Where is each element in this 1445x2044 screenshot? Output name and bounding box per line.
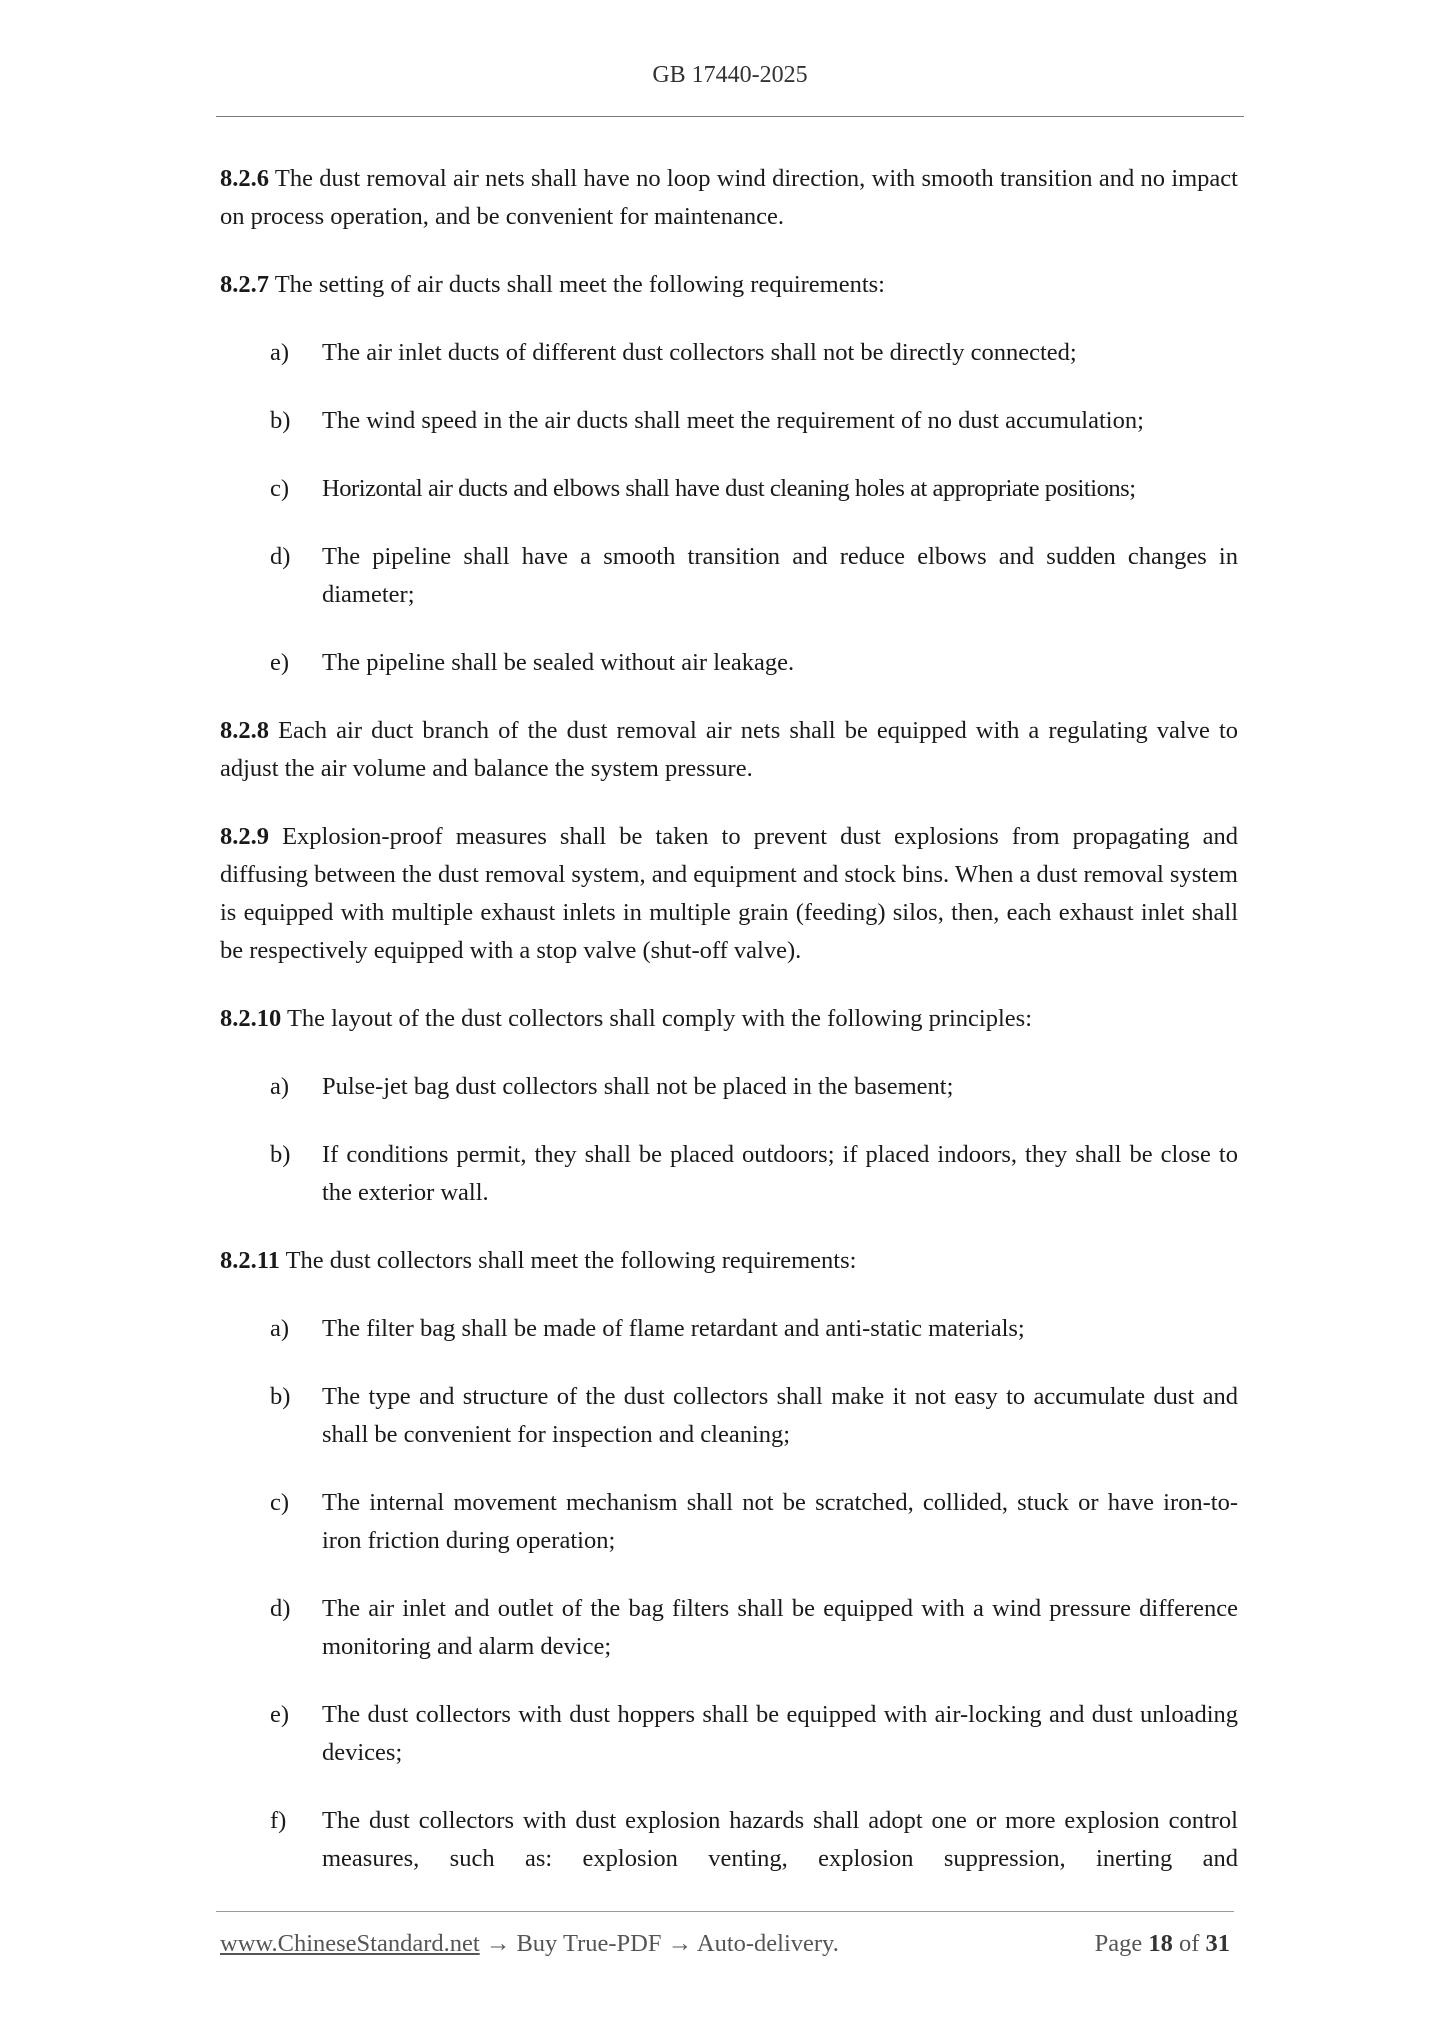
list-marker: b) [270,407,291,434]
page-header [216,62,1244,89]
clause-8-2-6 [220,160,1238,236]
list-marker: a) [270,1315,290,1342]
clause-8-2-10 [220,1000,1238,1038]
buy-pdf-link[interactable]: Buy True-PDF [516,1930,662,1957]
clause-text: The dust removal air nets shall have no loop wind direction, with smooth transition and no impact on process operation, and be convenient for maintenance. [220,165,1238,230]
list-marker: c) [270,1489,290,1516]
list-marker: a) [270,1073,290,1100]
page-total: 31 [1205,1930,1230,1957]
arrow-icon: → [667,1930,693,1957]
document-body [220,160,1238,1908]
list-item-text: The dust collectors with dust explosion hazards shall adopt one or more explosion control measures, such as: explosion venting, explosion suppression, inerting and [322,1807,1238,1872]
list-marker: d) [270,543,291,570]
clause-8-2-9 [220,818,1238,970]
list-item [220,1378,1238,1454]
list-item [220,538,1238,614]
clause-text: The setting of air ducts shall meet the following requirements: [274,271,885,298]
list-item [220,402,1238,440]
list-marker: b) [270,1141,291,1168]
list-item [220,470,1238,508]
list-marker: e) [270,649,290,676]
list-item-text: Pulse-jet bag dust collectors shall not be placed in the basement; [322,1073,954,1100]
clause-8-2-8 [220,712,1238,788]
footer-links [220,1930,839,1958]
list-marker: d) [270,1595,291,1622]
list-item [220,1484,1238,1560]
list-marker: c) [270,475,290,502]
list-marker: a) [270,339,290,366]
list-item-text: The wind speed in the air ducts shall meet the requirement of no dust accumulation; [322,407,1144,434]
list-item-text: The filter bag shall be made of flame retardant and anti-static materials; [322,1315,1025,1342]
page-footer [220,1930,1230,1958]
clause-text: Each air duct branch of the dust removal air nets shall be equipped with a regulating valve to adjust the air volume and balance the system pressure. [220,717,1238,782]
list-item-text: The type and structure of the dust collectors shall make it not easy to accumulate dust and shall be convenient for inspection and cleaning; [322,1383,1238,1448]
arrow-icon: → [485,1930,511,1957]
clause-text: The layout of the dust collectors shall comply with the following principles: [286,1005,1032,1032]
of-label: of [1178,1930,1200,1957]
list-item [220,1590,1238,1666]
list-item [220,1068,1238,1106]
list-item-text: The air inlet and outlet of the bag filters shall be equipped with a wind pressure difference monitoring and alarm device; [322,1595,1238,1660]
list-item-text: The air inlet ducts of different dust collectors shall not be directly connected; [322,339,1077,366]
list-item [220,334,1238,372]
list-item [220,1310,1238,1348]
clause-number: 8.2.9 [220,823,269,850]
list-item-text: The internal movement mechanism shall not be scratched, collided, stuck or have iron-to-iron friction during operation; [322,1489,1238,1554]
clause-number: 8.2.7 [220,271,269,298]
clause-8-2-7 [220,266,1238,304]
clause-number: 8.2.6 [220,165,269,192]
list-item-text: The dust collectors with dust hoppers shall be equipped with air-locking and dust unloading devices; [322,1701,1238,1766]
clause-text: Explosion-proof measures shall be taken to prevent dust explosions from propagating and diffusing between the dust removal system, and equipment and stock bins. When a dust removal system is equipped with multiple exhaust inlets in multiple grain (feeding) silos, then, each exhaust inlet shall be respectively equipped with a stop valve (shut-off valve). [220,823,1239,964]
site-link[interactable]: www.ChineseStandard.net [220,1930,480,1957]
clause-number: 8.2.11 [220,1247,280,1274]
list-item-text: Horizontal air ducts and elbows shall have dust cleaning holes at appropriate positions; [322,475,1136,502]
page-indicator [1095,1930,1230,1958]
list-marker: f) [270,1807,287,1834]
list-item [220,1136,1238,1212]
list-item-text: The pipeline shall be sealed without air leakage. [322,649,795,676]
clause-number: 8.2.10 [220,1005,282,1032]
header-divider [216,116,1244,117]
auto-delivery-text: Auto-delivery. [696,1930,839,1957]
page-label: Page [1094,1930,1143,1957]
list-item [220,644,1238,682]
list-item [220,1802,1238,1878]
clause-8-2-11 [220,1242,1238,1280]
footer-divider [216,1911,1234,1912]
list-item-text: The pipeline shall have a smooth transition and reduce elbows and sudden changes in diameter; [322,543,1238,608]
list-item [220,1696,1238,1772]
list-marker: e) [270,1701,290,1728]
page-number: 18 [1148,1930,1173,1957]
clause-number: 8.2.8 [220,717,269,744]
list-item-text: If conditions permit, they shall be placed outdoors; if placed indoors, they shall be close to the exterior wall. [322,1141,1238,1206]
clause-text: The dust collectors shall meet the following requirements: [285,1247,857,1274]
standard-number: GB 17440-2025 [652,62,808,88]
list-marker: b) [270,1383,291,1410]
